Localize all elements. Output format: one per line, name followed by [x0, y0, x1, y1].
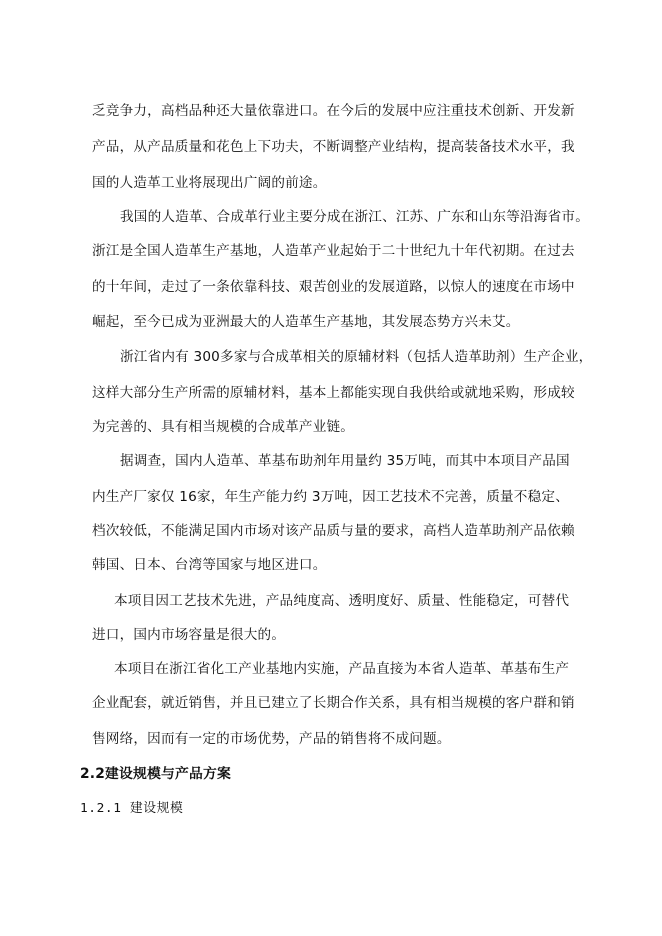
subsection-heading: 1.2.1 建设规模	[80, 801, 184, 816]
paragraph-3-line-2: 这样大部分生产所需的原辅材料，基本上都能实现自我供给或就地采购，形成较	[92, 385, 575, 401]
paragraph-1-line-1: 乏竞争力，高档品种还大量依靠进口。在今后的发展中应注重技术创新、开发新	[92, 103, 575, 119]
paragraph-6-line-1: 本项目在浙江省化工产业基地内实施，产品直接为本省人造革、革基布生产	[114, 661, 570, 677]
paragraph-1-line-3: 国的人造革工业将展现出广阔的前途。	[92, 175, 327, 191]
section-heading: 2.2建设规模与产品方案	[80, 766, 232, 782]
paragraph-2-line-2: 浙江是全国人造革生产基地，人造革产业起始于二十世纪九十年代初期。在过去	[92, 243, 575, 259]
paragraph-3-line-1: 浙江省内有 300多家与合成革相关的原辅材料（包括人造革助剂）生产企业，	[120, 349, 593, 365]
paragraph-4-line-1: 据调查，国内人造革、革基布助剂年用量约 35万吨，而其中本项目产品国	[120, 453, 570, 469]
paragraph-4-line-3: 档次较低，不能满足国内市场对该产品质与量的要求，高档人造革助剂产品依赖	[92, 523, 575, 539]
paragraph-2-line-3: 的十年间，走过了一条依靠科技、艰苦创业的发展道路，以惊人的速度在市场中	[92, 279, 575, 295]
paragraph-5-line-1: 本项目因工艺技术先进，产品纯度高、透明度好、质量、性能稳定，可替代	[114, 593, 570, 609]
paragraph-1-line-2: 产品，从产品质量和花色上下功夫，不断调整产业结构，提高装备技术水平，我	[92, 139, 575, 155]
paragraph-2-line-4: 崛起，至今已成为亚洲最大的人造革生产基地，其发展态势方兴未艾。	[92, 314, 520, 330]
paragraph-6-line-2: 企业配套，就近销售，并且已建立了长期合作关系，具有相当规模的客户群和销	[92, 695, 575, 711]
paragraph-4-line-4: 韩国、日本、台湾等国家与地区进口。	[92, 557, 327, 573]
paragraph-5-line-2: 进口，国内市场容量是很大的。	[92, 627, 286, 643]
paragraph-2-line-1: 我国的人造革、合成革行业主要分成在浙江、江苏、广东和山东等沿海省市。	[120, 209, 589, 225]
paragraph-4-line-2: 内生产厂家仅 16家，年生产能力约 3万吨，因工艺技术不完善，质量不稳定、	[92, 489, 569, 505]
paragraph-3-line-3: 为完善的、具有相当规模的合成革产业链。	[92, 419, 355, 435]
paragraph-6-line-3: 售网络，因而有一定的市场优势，产品的销售将不成问题。	[92, 731, 451, 747]
